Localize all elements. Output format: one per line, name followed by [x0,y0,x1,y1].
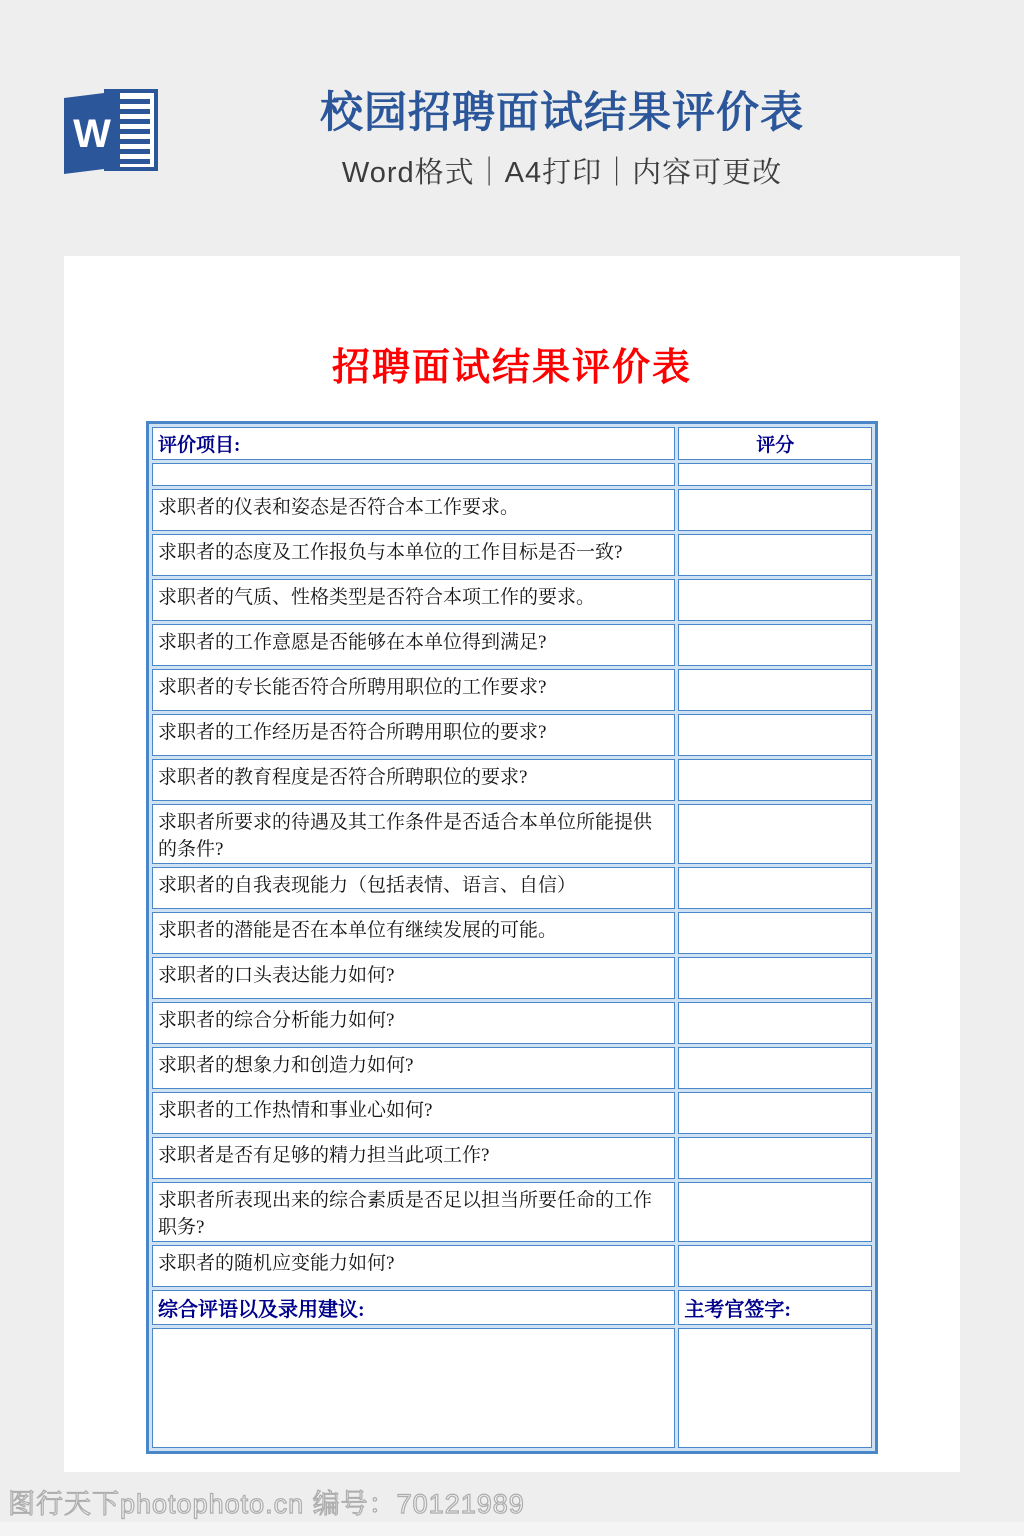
score-input-cell[interactable] [678,489,872,531]
column-header-item: 评价项目: [152,427,675,460]
table-row [152,1182,872,1242]
summary-input-cell[interactable] [152,1328,675,1448]
score-input-cell[interactable] [678,1137,872,1179]
evaluation-item: 求职者所要求的待遇及其工作条件是否适合本单位所能提供的条件? [152,804,675,864]
template-preview-header [0,0,1024,256]
table-row [152,1245,872,1287]
table-row [152,714,872,756]
table-row [152,1002,872,1044]
score-input-cell[interactable] [678,534,872,576]
score-input-cell[interactable] [678,867,872,909]
score-input-cell[interactable] [678,912,872,954]
table-row [152,1137,872,1179]
score-input-cell[interactable] [678,1047,872,1089]
evaluation-item: 求职者所表现出来的综合素质是否足以担当所要任命的工作职务? [152,1182,675,1242]
column-header-score: 评分 [678,427,872,460]
evaluation-item: 求职者的口头表达能力如何? [152,957,675,999]
document-title: 招聘面试结果评价表 [331,347,692,389]
table-row [152,957,872,999]
word-icon-letter: W [73,112,111,156]
table-row [152,489,872,531]
table-row [152,534,872,576]
score-input-cell[interactable] [678,1002,872,1044]
evaluation-item: 求职者的潜能是否在本单位有继续发展的可能。 [152,912,675,954]
table-row [152,804,872,864]
evaluation-item: 求职者的仪表和姿态是否符合本工作要求。 [152,489,675,531]
score-input-cell[interactable] [678,804,872,864]
table-row [152,669,872,711]
evaluation-item: 求职者的气质、性格类型是否符合本项工作的要求。 [152,579,675,621]
evaluation-item: 求职者的自我表现能力（包括表情、语言、自信） [152,867,675,909]
template-subtitle: Word格式｜A4打印｜内容可更改 [341,157,783,189]
empty-score-cell[interactable] [678,463,872,486]
score-input-cell[interactable] [678,1092,872,1134]
score-input-cell[interactable] [678,957,872,999]
evaluation-table [146,421,878,1454]
evaluation-item: 求职者的综合分析能力如何? [152,1002,675,1044]
table-row [152,624,872,666]
table-row [152,1047,872,1089]
score-input-cell[interactable] [678,669,872,711]
evaluation-item: 求职者的教育程度是否符合所聘职位的要求? [152,759,675,801]
table-row [152,867,872,909]
score-input-cell[interactable] [678,624,872,666]
score-input-cell[interactable] [678,579,872,621]
template-title: 校园招聘面试结果评价表 [320,89,804,137]
site-watermark: 图行天下photophoto.cn 编号：70121989 [8,1489,525,1519]
score-input-cell[interactable] [678,714,872,756]
evaluation-item: 求职者的工作经历是否符合所聘用职位的要求? [152,714,675,756]
summary-label: 综合评语以及录用建议: [152,1290,675,1325]
bottom-strip [0,1522,1024,1536]
evaluation-item: 求职者的想象力和创造力如何? [152,1047,675,1089]
word-icon [62,88,160,176]
score-input-cell[interactable] [678,1245,872,1287]
evaluation-item: 求职者的工作热情和事业心如何? [152,1092,675,1134]
table-empty-row [152,463,872,486]
table-header-row [152,427,872,460]
evaluation-item: 求职者的态度及工作报负与本单位的工作目标是否一致? [152,534,675,576]
header-text-block [160,84,964,191]
evaluation-item: 求职者的随机应变能力如何? [152,1245,675,1287]
table-row [152,1092,872,1134]
summary-label-row [152,1290,872,1325]
evaluation-item: 求职者的专长能否符合所聘用职位的工作要求? [152,669,675,711]
evaluation-item: 求职者是否有足够的精力担当此项工作? [152,1137,675,1179]
signature-input-cell[interactable] [678,1328,872,1448]
table-row [152,912,872,954]
table-row [152,579,872,621]
score-input-cell[interactable] [678,1182,872,1242]
signature-label: 主考官签字: [678,1290,872,1325]
table-row [152,759,872,801]
document-page [64,256,960,1472]
evaluation-item: 求职者的工作意愿是否能够在本单位得到满足? [152,624,675,666]
summary-input-row [152,1328,872,1448]
empty-item-cell[interactable] [152,463,675,486]
score-input-cell[interactable] [678,759,872,801]
